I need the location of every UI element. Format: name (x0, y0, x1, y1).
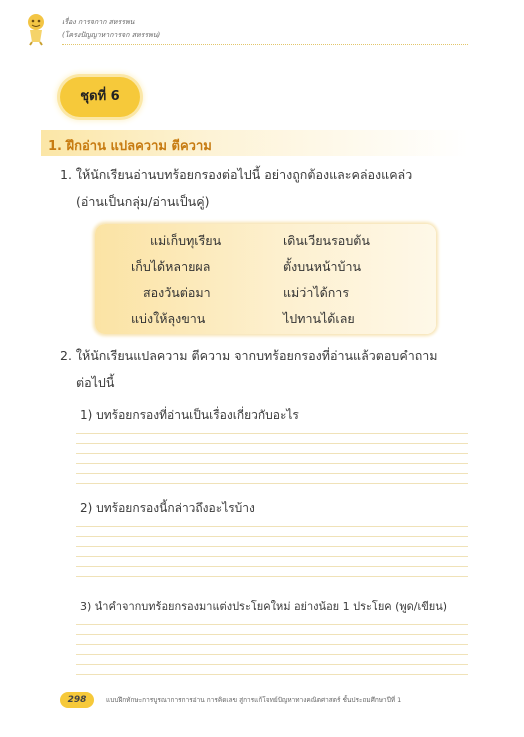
answer-line (76, 546, 468, 547)
section-title: 1. ฝึกอ่าน แปลความ ตีความ (48, 139, 212, 154)
instruction-1-line-1: 1. ให้นักเรียนอ่านบทร้อยกรองต่อไปนี้ อย่างถูกต้องและคล่องแคล่ว (60, 167, 413, 182)
answer-line (76, 566, 468, 567)
question-3: 3) นำคำจากบทร้อยกรองมาแต่งประโยคใหม่ อย่างน้อย 1 ประโยค (พูด/เขียน) (80, 600, 448, 613)
answer-line (76, 443, 468, 444)
instruction-2-line-2: ต่อไปนี้ (76, 375, 115, 390)
header-subtitle: (โครงปัญญาหาการจก สหรรพน) (62, 31, 161, 39)
header-divider (62, 44, 468, 45)
poem-line: แม่ว่าได้การ (283, 285, 350, 300)
answer-line (76, 556, 468, 557)
answer-line (76, 664, 468, 665)
instruction-2-line-1: 2. ให้นักเรียนแปลความ ตีความ จากบทร้อยกรองที่อ่านแล้วตอบคำถาม (60, 348, 438, 363)
page-number: 298 (67, 695, 87, 705)
answer-line (76, 483, 468, 484)
footer-text: แบบฝึกทักษะการบูรณาการการอ่าน การคิดเลข สู่การแก้โจทย์ปัญหาทางคณิตศาสตร์ ชั้นประถมศึกษาปีที่ 1 (106, 696, 402, 704)
answer-line (76, 624, 468, 625)
answer-line (76, 536, 468, 537)
answer-line (76, 654, 468, 655)
answer-line (76, 634, 468, 635)
answer-line (76, 473, 468, 474)
poem-line: แบ่งให้ลุงขาน (131, 311, 206, 326)
header-title: เรื่อง การจกาก สหรรพน (62, 18, 135, 26)
poem-line: ไปทานได้เลย (283, 311, 355, 326)
poem-line: เก็บได้หลายผล (131, 259, 211, 274)
set-badge-label: ชุดที่ 6 (80, 89, 120, 104)
answer-line (76, 576, 468, 577)
answer-line (76, 463, 468, 464)
cartoon-character-icon (24, 12, 48, 46)
answer-line (76, 453, 468, 454)
instruction-1-line-2: (อ่านเป็นกลุ่ม/อ่านเป็นคู่) (76, 194, 210, 209)
question-2: 2) บทร้อยกรองนี้กล่าวถึงอะไรบ้าง (80, 501, 255, 515)
poem-line: ตั้งบนหน้าบ้าน (283, 259, 362, 274)
poem-line: เดินเวียนรอบต้น (283, 233, 370, 248)
answer-line (76, 526, 468, 527)
poem-line: สองวันต่อมา (143, 285, 211, 300)
question-1: 1) บทร้อยกรองที่อ่านเป็นเรื่องเกี่ยวกับอะไร (80, 408, 299, 422)
answer-line (76, 433, 468, 434)
answer-line (76, 644, 468, 645)
answer-line (76, 674, 468, 675)
poem-line: แม่เก็บทุเรียน (150, 233, 222, 248)
